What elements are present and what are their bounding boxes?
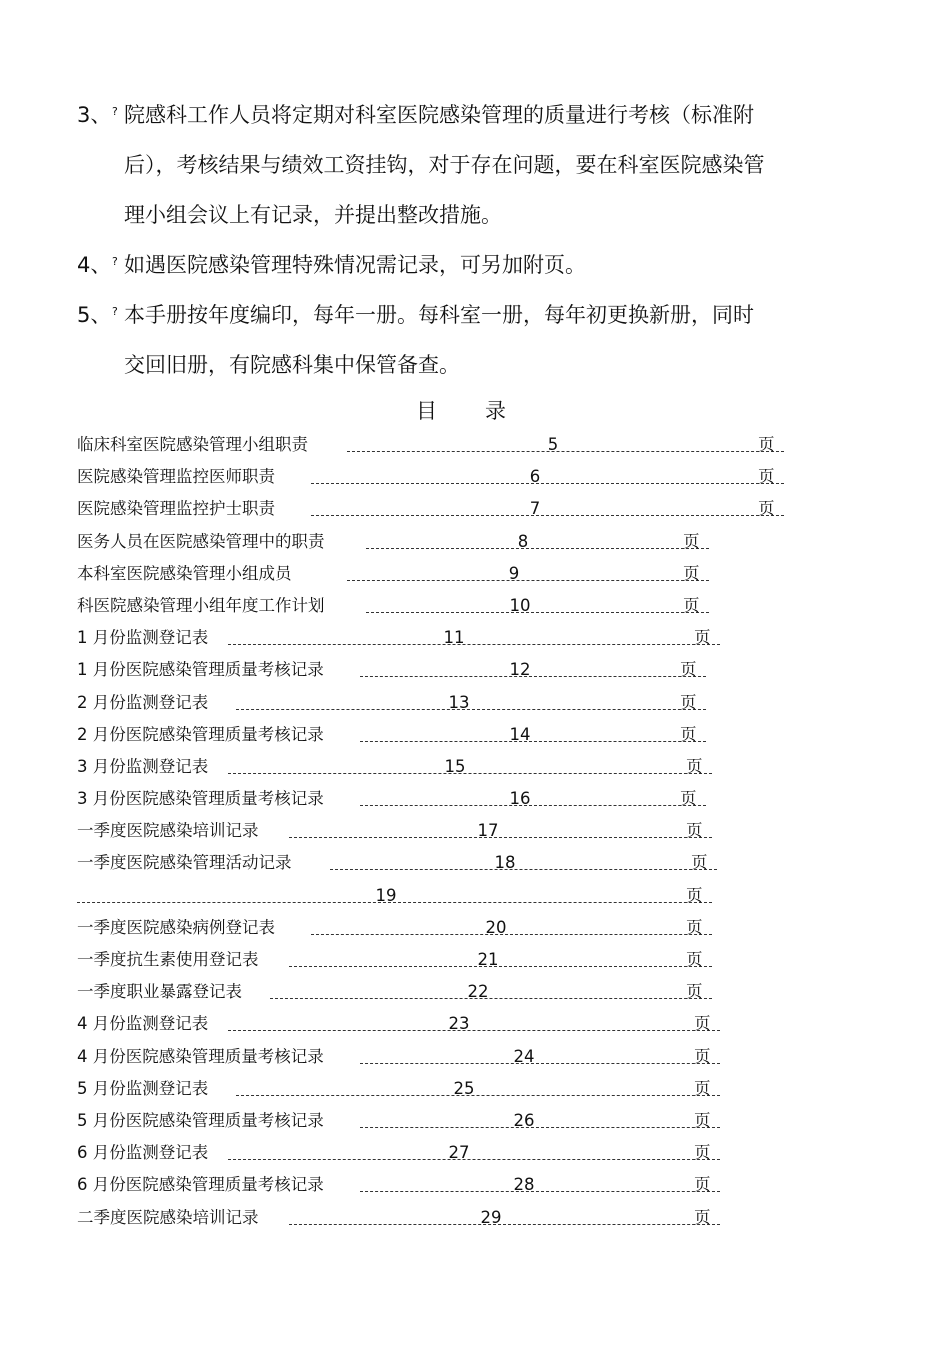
toc-entry-page-number: 9 — [508, 563, 520, 583]
toc-entry-page-number: 26 — [513, 1110, 535, 1130]
toc-entry — [0, 1073, 950, 1105]
rule-number: 4、 — [77, 253, 112, 277]
rules-list — [0, 90, 950, 390]
toc-entry-label: 4 月份医院感染管理质量考核记录 — [77, 1046, 324, 1066]
toc-entry-page-number: 15 — [444, 756, 466, 776]
toc-entry-page-number: 6 — [529, 467, 541, 487]
toc-entry-page-number: 25 — [453, 1078, 475, 1098]
toc-entry-page-number: 24 — [513, 1046, 535, 1066]
toc-leader-line — [228, 644, 720, 645]
toc-entry-label: 2 月份医院感染管理质量考核记录 — [77, 724, 324, 744]
toc-entry-page-suffix: 页 — [683, 595, 700, 615]
toc-entry — [0, 526, 950, 558]
toc-entry-label: 医院感染管理监控护士职责 — [77, 499, 275, 519]
toc-entry-page-suffix: 页 — [694, 1014, 711, 1034]
toc-entry-label: 二季度医院感染培训记录 — [77, 1207, 259, 1227]
toc-entry-label: 本科室医院感染管理小组成员 — [77, 563, 292, 583]
toc-entry-page-number: 14 — [509, 724, 531, 744]
toc-entry-page-suffix: 页 — [686, 950, 703, 969]
toc-entry-page-suffix: 页 — [758, 467, 775, 487]
rule-item — [0, 290, 950, 340]
toc-entry — [0, 847, 950, 879]
toc-entry-page-suffix: 页 — [686, 917, 703, 937]
rule-item-continuation — [0, 140, 950, 190]
toc-entry-page-number: 22 — [467, 982, 489, 1002]
toc-entry — [0, 654, 950, 686]
rule-item-continuation — [0, 190, 950, 240]
toc-entry — [0, 1105, 950, 1137]
toc-entry-page-suffix: 页 — [694, 1046, 711, 1066]
rule-text: 交回旧册，有院感科集中保管备查。 — [124, 353, 460, 377]
rule-number: 5、 — [77, 303, 112, 327]
toc-entry-page-suffix: 页 — [694, 1143, 711, 1163]
toc-entry — [0, 558, 950, 590]
toc-entry — [0, 1008, 950, 1040]
toc-entry-page-suffix: 页 — [686, 982, 703, 1002]
toc-entry-label: 6 月份医院感染管理质量考核记录 — [77, 1175, 324, 1195]
toc-entry-page-number: 16 — [509, 789, 531, 809]
toc-entry-label: 3 月份医院感染管理质量考核记录 — [77, 789, 324, 809]
toc-entry-page-number: 17 — [477, 821, 499, 841]
toc-entry-label: 临床科室医院感染管理小组职责 — [77, 435, 308, 454]
toc-entry — [0, 590, 950, 622]
rule-number: 3、 — [77, 103, 112, 127]
rule-text: 本手册按年度编印，每年一册。每科室一册，每年初更换新册，同时 — [124, 303, 754, 327]
toc-entry-page-suffix: 页 — [694, 1110, 711, 1130]
toc-entry-page-suffix: 页 — [691, 853, 708, 873]
toc-entry — [0, 429, 950, 461]
toc-entry — [0, 815, 950, 847]
toc-entry — [0, 622, 950, 654]
toc-entry-page-number: 10 — [509, 595, 531, 615]
toc-entry-page-number: 7 — [529, 499, 541, 519]
toc-entry — [0, 912, 950, 944]
toc-entry-page-suffix: 页 — [686, 885, 703, 905]
table-of-contents — [0, 429, 950, 1234]
toc-entry — [0, 976, 950, 1008]
toc-entry — [0, 944, 950, 976]
toc-entry-page-suffix: 页 — [686, 821, 703, 841]
toc-title: 目录 — [416, 399, 554, 423]
toc-entry-label: 3 月份监测登记表 — [77, 756, 209, 776]
rule-text: 理小组会议上有记录，并提出整改措施。 — [124, 203, 502, 227]
toc-entry — [0, 1137, 950, 1169]
toc-entry-page-number: 13 — [448, 692, 470, 712]
rule-marker: ? — [112, 305, 118, 318]
toc-entry-label: 2 月份监测登记表 — [77, 692, 209, 712]
toc-entry — [0, 1202, 950, 1234]
toc-entry-label: 一季度医院感染管理活动记录 — [77, 853, 292, 873]
toc-entry — [0, 719, 950, 751]
toc-entry-page-number: 29 — [480, 1207, 502, 1227]
toc-entry-page-number: 19 — [375, 885, 397, 905]
toc-entry-page-suffix: 页 — [694, 1078, 711, 1098]
toc-entry-page-number: 5 — [547, 435, 559, 454]
toc-entry-page-suffix: 页 — [680, 724, 697, 744]
toc-entry-page-suffix: 页 — [686, 756, 703, 776]
toc-entry-page-suffix: 页 — [680, 692, 697, 712]
rule-text: 后），考核结果与绩效工资挂钩，对于存在问题，要在科室医院感染管 — [124, 153, 765, 177]
toc-entry-page-number: 20 — [485, 917, 507, 937]
toc-entry-label: 科医院感染管理小组年度工作计划 — [77, 595, 325, 615]
toc-entry-label: 1 月份医院感染管理质量考核记录 — [77, 660, 324, 680]
toc-entry-page-number: 21 — [477, 950, 499, 969]
toc-entry-label: 4 月份监测登记表 — [77, 1014, 209, 1034]
toc-entry — [0, 493, 950, 525]
toc-entry-label: 医务人员在医院感染管理中的职责 — [77, 531, 325, 551]
rule-item — [0, 240, 950, 290]
toc-entry-label: 5 月份监测登记表 — [77, 1078, 209, 1098]
rule-marker: ? — [112, 105, 118, 118]
toc-entry — [0, 687, 950, 719]
toc-entry-page-suffix: 页 — [694, 1175, 711, 1195]
toc-entry-page-number: 8 — [517, 531, 529, 551]
toc-entry-page-suffix: 页 — [683, 563, 700, 583]
toc-entry-page-suffix: 页 — [758, 499, 775, 519]
toc-entry — [0, 461, 950, 493]
toc-entry-page-number: 23 — [448, 1014, 470, 1034]
toc-entry — [0, 880, 950, 912]
rule-item-continuation — [0, 340, 950, 390]
toc-entry-label: 6 月份监测登记表 — [77, 1143, 209, 1163]
toc-entry-page-suffix: 页 — [694, 628, 711, 648]
toc-entry-label: 一季度职业暴露登记表 — [77, 982, 242, 1002]
rule-item — [0, 90, 950, 140]
toc-entry-label: 一季度医院感染培训记录 — [77, 821, 259, 841]
toc-entry-page-suffix: 页 — [680, 660, 697, 680]
toc-entry-label: 1 月份监测登记表 — [77, 628, 209, 648]
toc-entry-page-number: 12 — [509, 660, 531, 680]
toc-entry-label: 一季度医院感染病例登记表 — [77, 917, 275, 937]
toc-entry-page-number: 11 — [443, 628, 465, 648]
toc-entry-page-suffix: 页 — [683, 531, 700, 551]
toc-entry-page-number: 18 — [494, 853, 516, 873]
toc-entry — [0, 1169, 950, 1201]
toc-entry-label: 5 月份医院感染管理质量考核记录 — [77, 1110, 324, 1130]
toc-entry-page-suffix: 页 — [680, 789, 697, 809]
rule-text: 如遇医院感染管理特殊情况需记录，可另加附页。 — [124, 253, 586, 277]
toc-entry-page-suffix: 页 — [758, 435, 775, 454]
toc-entry-page-number: 28 — [513, 1175, 535, 1195]
rule-marker: ? — [112, 255, 118, 268]
toc-entry — [0, 1041, 950, 1073]
rule-text: 院感科工作人员将定期对科室医院感染管理的质量进行考核（标准附 — [124, 103, 754, 127]
toc-entry-label: 医院感染管理监控医师职责 — [77, 467, 275, 487]
toc-entry-page-number: 27 — [448, 1143, 470, 1163]
toc-entry-page-suffix: 页 — [694, 1207, 711, 1227]
toc-entry — [0, 751, 950, 783]
toc-entry — [0, 783, 950, 815]
toc-entry-label: 一季度抗生素使用登记表 — [77, 950, 259, 969]
